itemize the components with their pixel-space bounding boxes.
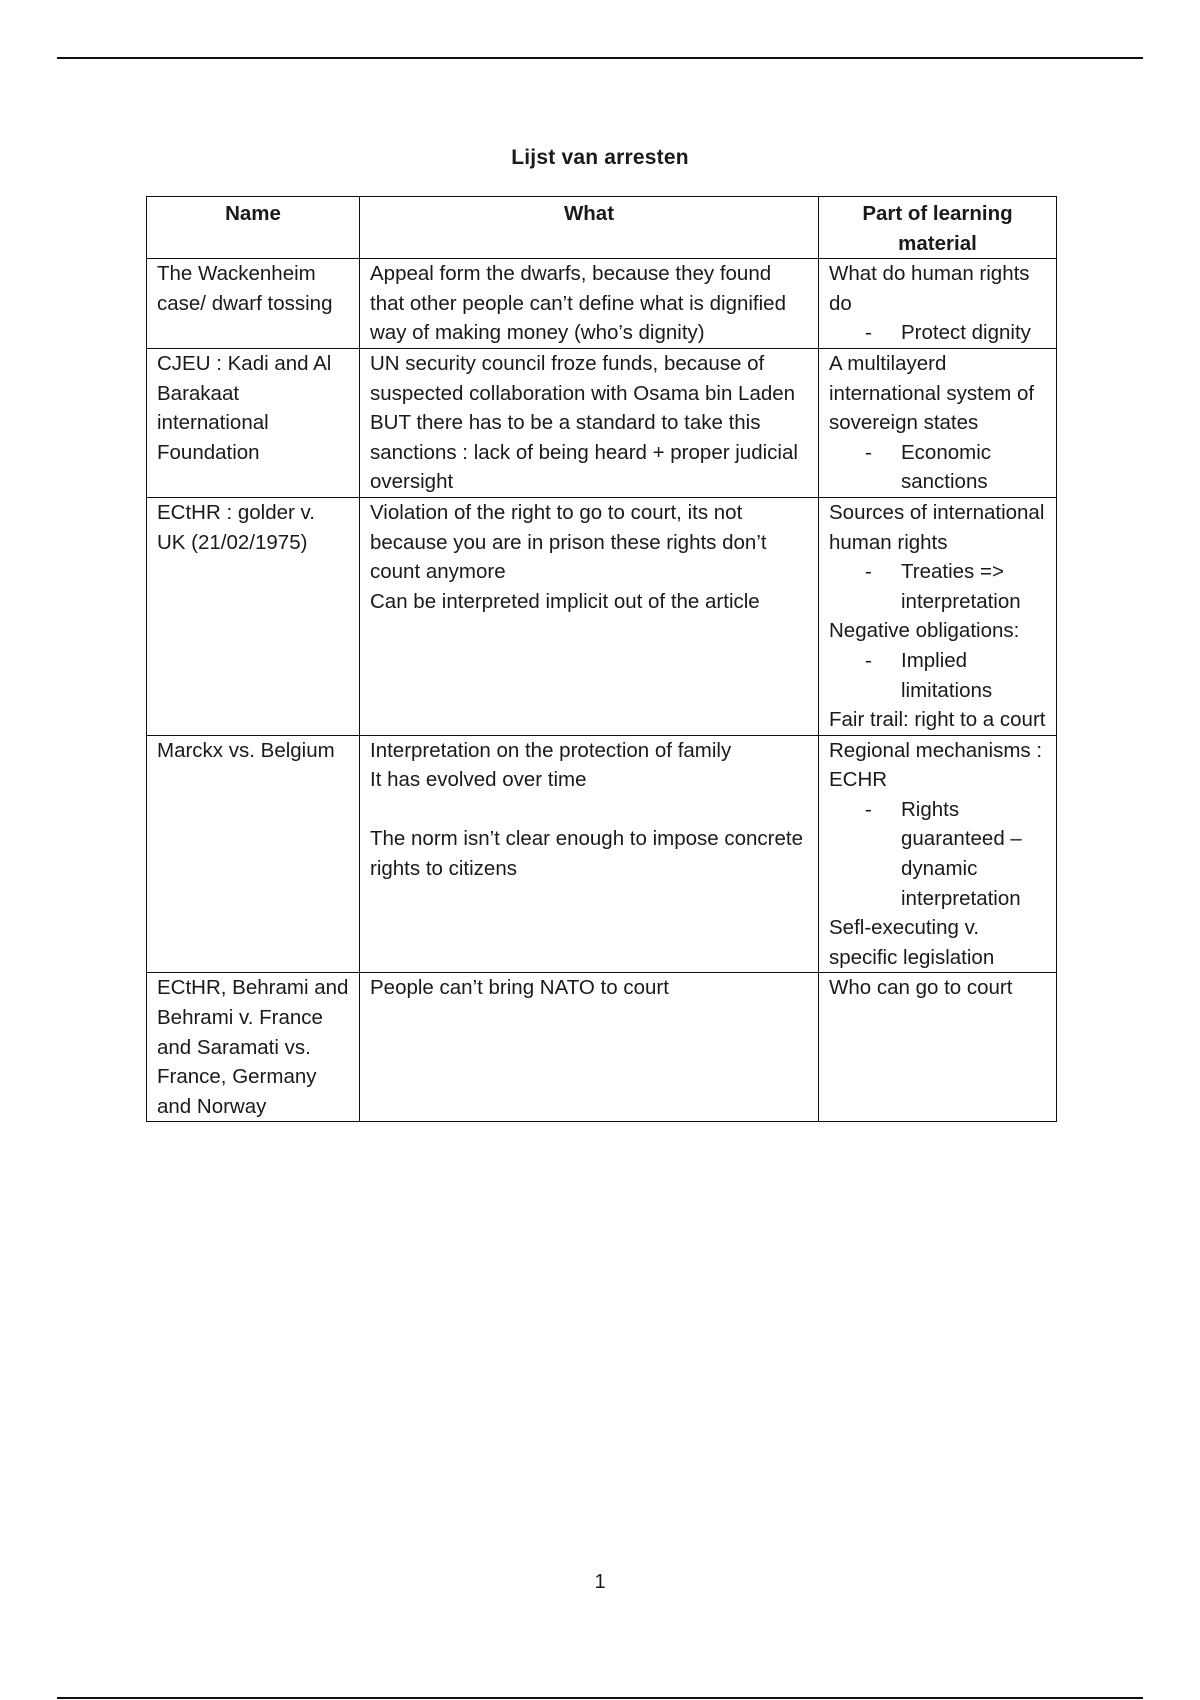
bullet-text: Implied limitations <box>901 648 993 702</box>
case-name-text: The Wackenheim case/ dwarf tossing <box>157 262 333 315</box>
bullet-dash-icon: - <box>865 440 872 464</box>
what-paragraph: It has evolved over time <box>370 768 587 792</box>
cell-what <box>360 735 819 973</box>
what-paragraph: Interpretation on the protection of family <box>370 738 732 762</box>
material-text: A multilayerd international system of sovereign states <box>829 351 1035 435</box>
cell-learning-material <box>819 348 1057 497</box>
bullet-dash-icon: - <box>865 797 872 821</box>
material-text: Sources of international human rights <box>829 500 1045 554</box>
case-name-text: Marckx vs. Belgium <box>157 738 335 762</box>
bullet-text: Rights guaranteed – dynamic interpretation <box>901 797 1022 910</box>
table-row <box>147 348 1057 497</box>
bullet-text: Treaties => interpretation <box>901 560 1021 613</box>
document-title: Lijst van arresten <box>511 146 689 169</box>
table-row <box>147 259 1057 349</box>
material-text: Sefl-executing v. specific legislation <box>829 916 995 969</box>
cell-learning-material <box>819 735 1057 973</box>
case-name-text: CJEU : Kadi and Al Barakaat international Foundation <box>157 351 332 464</box>
table-row <box>147 735 1057 973</box>
page-number: 1 <box>594 1571 606 1593</box>
cell-case-name <box>147 497 360 735</box>
what-paragraph: The norm isn’t clear enough to impose concrete rights to citizens <box>370 827 804 881</box>
cell-case-name <box>147 348 360 497</box>
material-text: Fair trail: right to a court <box>829 708 1046 732</box>
cell-case-name <box>147 259 360 349</box>
cell-case-name <box>147 973 360 1122</box>
what-paragraph <box>370 795 808 825</box>
cell-learning-material <box>819 973 1057 1122</box>
cell-what <box>360 497 819 735</box>
table-row <box>147 497 1057 735</box>
case-name-text: ECtHR, Behrami and Behrami v. France and Saramati vs. France, Germany and Norway <box>157 976 349 1118</box>
column-header-name: Name <box>147 197 360 259</box>
material-text: Regional mechanisms : ECHR <box>829 738 1043 792</box>
bullet-item <box>829 795 1046 913</box>
bullet-text: Protect dignity <box>901 321 1031 345</box>
cell-case-name <box>147 735 360 973</box>
footer-rule <box>57 1697 1143 1699</box>
cell-learning-material <box>819 497 1057 735</box>
cell-what <box>360 348 819 497</box>
what-paragraph: Violation of the right to go to court, its not because you are in prison these rights don’t count anymore <box>370 500 767 584</box>
bullet-item <box>829 318 1046 348</box>
what-paragraph: UN security council froze funds, because of suspected collaboration with Osama bin Laden <box>370 351 796 405</box>
bullet-text: Economic sanctions <box>901 440 992 494</box>
header-rule <box>57 57 1143 59</box>
table-row <box>147 973 1057 1122</box>
column-header-material: Part of learning material <box>819 197 1057 259</box>
material-text: Negative obligations: <box>829 619 1020 643</box>
material-text: What do human rights do <box>829 262 1030 315</box>
cell-what <box>360 973 819 1122</box>
bullet-item <box>829 646 1046 705</box>
bullet-dash-icon: - <box>865 648 872 672</box>
bullet-dash-icon: - <box>865 560 872 584</box>
cell-what <box>360 259 819 349</box>
bullet-item <box>829 557 1046 616</box>
column-header-what: What <box>360 197 819 259</box>
case-table <box>146 196 1057 1122</box>
table-body <box>147 259 1057 1122</box>
what-paragraph: People can’t bring NATO to court <box>370 976 669 1000</box>
what-paragraph: Can be interpreted implicit out of the article <box>370 589 760 613</box>
what-paragraph: BUT there has to be a standard to take this sanctions : lack of being heard + proper judicial oversight <box>370 411 798 494</box>
what-paragraph: Appeal form the dwarfs, because they found that other people can’t define what is dignified way of making money (who’s dignity) <box>370 262 786 345</box>
material-text: Who can go to court <box>829 976 1013 1000</box>
bullet-item <box>829 438 1046 497</box>
bullet-dash-icon: - <box>865 321 872 345</box>
case-name-text: ECtHR : golder v. UK (21/02/1975) <box>157 500 315 554</box>
table-header-row <box>147 197 1057 259</box>
cell-learning-material <box>819 259 1057 349</box>
